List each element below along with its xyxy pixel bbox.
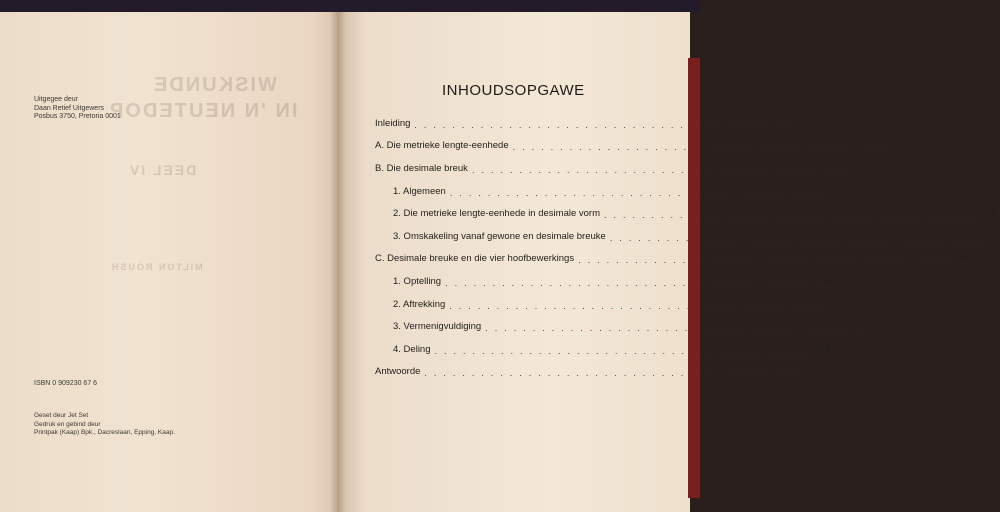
toc-leader-dots: ........................................ (449, 300, 830, 311)
show-through-title: WISKUNDE (152, 74, 277, 96)
toc-entry (375, 225, 1000, 248)
toc-leader-dots: ........................................ (485, 323, 866, 334)
show-through-author: MILTON ROUSH (110, 262, 203, 272)
publisher-info (34, 96, 121, 122)
toc-entry-label: Antwoorde (375, 366, 421, 378)
toc-entry-page: 15 (829, 185, 841, 197)
toc-entry-page: 1 (892, 140, 898, 152)
publisher-line: Uitgegee deur (34, 96, 78, 103)
toc-leader-dots: ........................................ (449, 187, 830, 198)
printer-info (34, 412, 175, 438)
toc-entry (375, 112, 804, 135)
toc-title: INHOUDSOPGAWE (442, 82, 585, 99)
toc-entry-label: 1. Algemeen (393, 185, 446, 197)
isbn-number: ISBN 0 909230 67 6 (34, 380, 98, 387)
show-through-volume: DEEL IV (128, 162, 197, 178)
toc-leader-dots: ........................................ (512, 142, 893, 153)
toc-entry-page: 31 (989, 230, 1000, 242)
toc-leader-dots: ........................................ (414, 119, 795, 130)
publisher-line: Posbus 3750, Pretoria 0001 (34, 113, 121, 120)
toc-entry (375, 315, 876, 338)
toc-entry-page: 38 (958, 253, 969, 265)
toc-leader-dots: ........................................ (609, 232, 990, 243)
toc-entry-label: Inleiding (375, 117, 411, 129)
toc-entry-page: 41 (829, 298, 840, 310)
toc-entry-label: 3. Omskakeling vanaf gewone en desimale breuke (393, 230, 606, 242)
toc-entry-page: ~48 (814, 343, 831, 355)
toc-entry-page: 38 (825, 275, 836, 287)
toc-leader-dots: ........................................ (445, 277, 826, 288)
toc-leader-dots: ........................................ (471, 164, 852, 175)
toc-entry (375, 135, 898, 158)
toc-entry-label: 4. Deling (393, 343, 431, 355)
toc-entry (375, 157, 863, 180)
toc-entry (375, 293, 840, 316)
toc-leader-dots: ........................................ (578, 255, 959, 266)
toc-entry-label: A. Die metrieke lengte-eenhede (375, 140, 509, 152)
toc-entry-label: C. Desimale breuke en die vier hoofbewerkings (375, 253, 575, 265)
table-of-contents (375, 112, 1000, 383)
publisher-line: Daan Retief Uitgewers (34, 104, 105, 112)
toc-entry (375, 202, 995, 225)
left-page (0, 12, 338, 512)
toc-leader-dots: ........................................ (434, 345, 815, 356)
toc-entry (375, 270, 836, 293)
show-through-subtitle: IN 'N NEUTEDOP (108, 100, 298, 122)
toc-entry-label: 2. Aftrekking (393, 298, 446, 310)
toc-entry-label: 3. Vermenigvuldiging (393, 321, 482, 333)
toc-entry-label: 1. Optelling (393, 275, 442, 287)
toc-entry (375, 338, 831, 361)
printer-line: Geset deur Jet Set (34, 412, 89, 419)
toc-entry-label: B. Die desimale breuk (375, 162, 468, 174)
toc-entry-page: 43 (865, 321, 876, 333)
toc-entry (375, 361, 816, 384)
toc-entry-page: 15 (851, 162, 863, 174)
toc-leader-dots: ........................................ (424, 368, 805, 379)
toc-entry-page: 24 (984, 208, 995, 220)
printer-line: Printpak (Kaap) Bpk., Dacreslaan, Epping, Kaap. (34, 429, 175, 436)
printer-line: Gedruk en gebind deur (34, 420, 101, 428)
toc-entry-page: 51 (804, 366, 816, 378)
toc-leader-dots: ........................................ (604, 210, 985, 221)
toc-entry-page: vii (794, 117, 804, 129)
toc-entry (375, 248, 969, 271)
book-gutter (330, 12, 346, 512)
toc-entry (375, 180, 841, 203)
toc-entry-label: 2. Die metrieke lengte-eenhede in desimale vorm (393, 208, 600, 220)
